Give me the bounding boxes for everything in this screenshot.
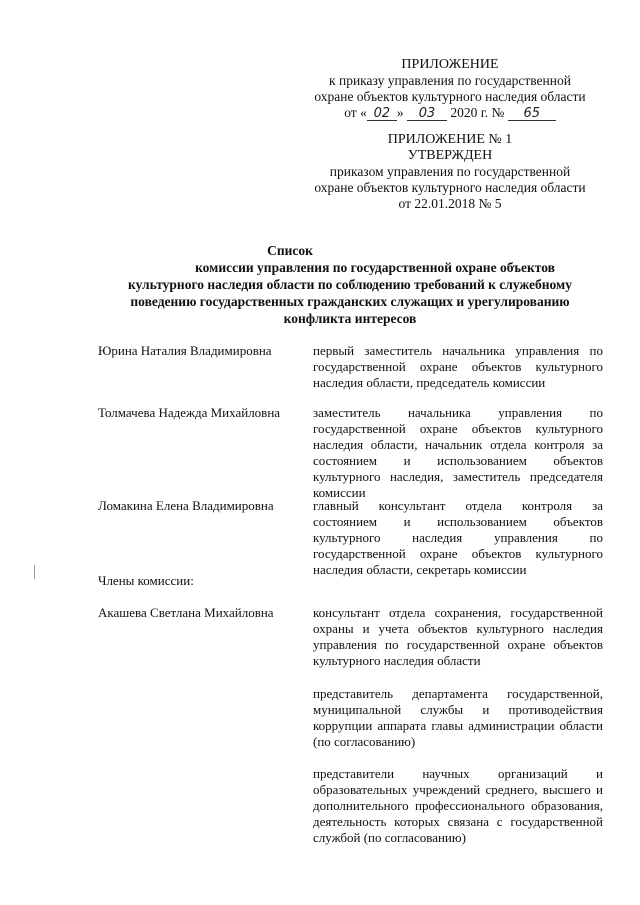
title-line-1: комиссии управления по государственной охране объектов [195,260,555,275]
approved-line-3: от 22.01.2018 № 5 [398,196,502,211]
title-line-4: конфликта интересов [283,311,417,326]
title-line-2: культурного наследия области по соблюдению требований к служебному [128,277,572,292]
document-title [90,242,610,327]
approved-label: УТВЕРЖДЕН [407,148,493,163]
member-position: консультант отдела сохранения, государственной охраны и учета объектов культурного наследия управления по государственной охране объектов культурного наследия области [313,605,603,668]
member-name: Акашева Светлана Михайловна [98,605,274,620]
appendix-line-1: к приказу управления по государственной [329,73,571,88]
appendix-approved-block [280,132,620,212]
handwritten-month: 03 [407,107,447,121]
title-line-3: поведению государственных гражданских служащих и урегулированию [130,294,570,309]
approved-line-1: приказом управления по государственной [329,164,571,179]
appendix-heading: ПРИЛОЖЕНИЕ [401,57,499,72]
handwritten-number: 65 [508,107,556,121]
member-position: заместитель начальника управления по государственной охране объектов культурного наследия области, начальник отдела контроля за состоянием и использованием объектов культурного наследия, заместитель председателя комиссии [313,405,603,500]
member-position: представитель департамента государственной, муниципальной службы и противодействия коррупции аппарата главы администрации области (по согласованию) [313,686,603,749]
member-position: главный консультант отдела контроля за состоянием и использованием объектов культурного наследия управления по государственной охране объектов культурного наследия области, секретарь комиссии [313,498,603,577]
members-label: Члены комиссии: [98,573,194,588]
member-name: Толмачева Надежда Михайловна [98,405,281,420]
member-position: представители научных организаций и образовательных учреждений среднего, высшего и дополнительного профессионального образования, деятельность которых связана с государственной службой (по согласованию) [313,766,603,845]
appendix-order-block [280,57,620,121]
appendix-line-2: охране объектов культурного наследия области [314,89,586,104]
member-name: Юрина Наталия Владимировна [98,343,272,358]
title-line-0: Список [267,243,313,258]
date-sep: » [396,105,404,120]
handwritten-day: 02 [367,107,397,121]
date-year: 2020 г. № [450,105,505,120]
appendix-1-heading: ПРИЛОЖЕНИЕ № 1 [387,132,513,147]
appendix-date-line [280,105,620,121]
member-name: Ломакина Елена Владимировна [98,498,274,513]
approved-line-2: охране объектов культурного наследия области [314,180,586,195]
member-position: первый заместитель начальника управления по государственной охране объектов культурного наследия области, председатель комиссии [313,343,603,390]
date-prefix: от « [344,105,367,120]
margin-mark [34,565,35,579]
